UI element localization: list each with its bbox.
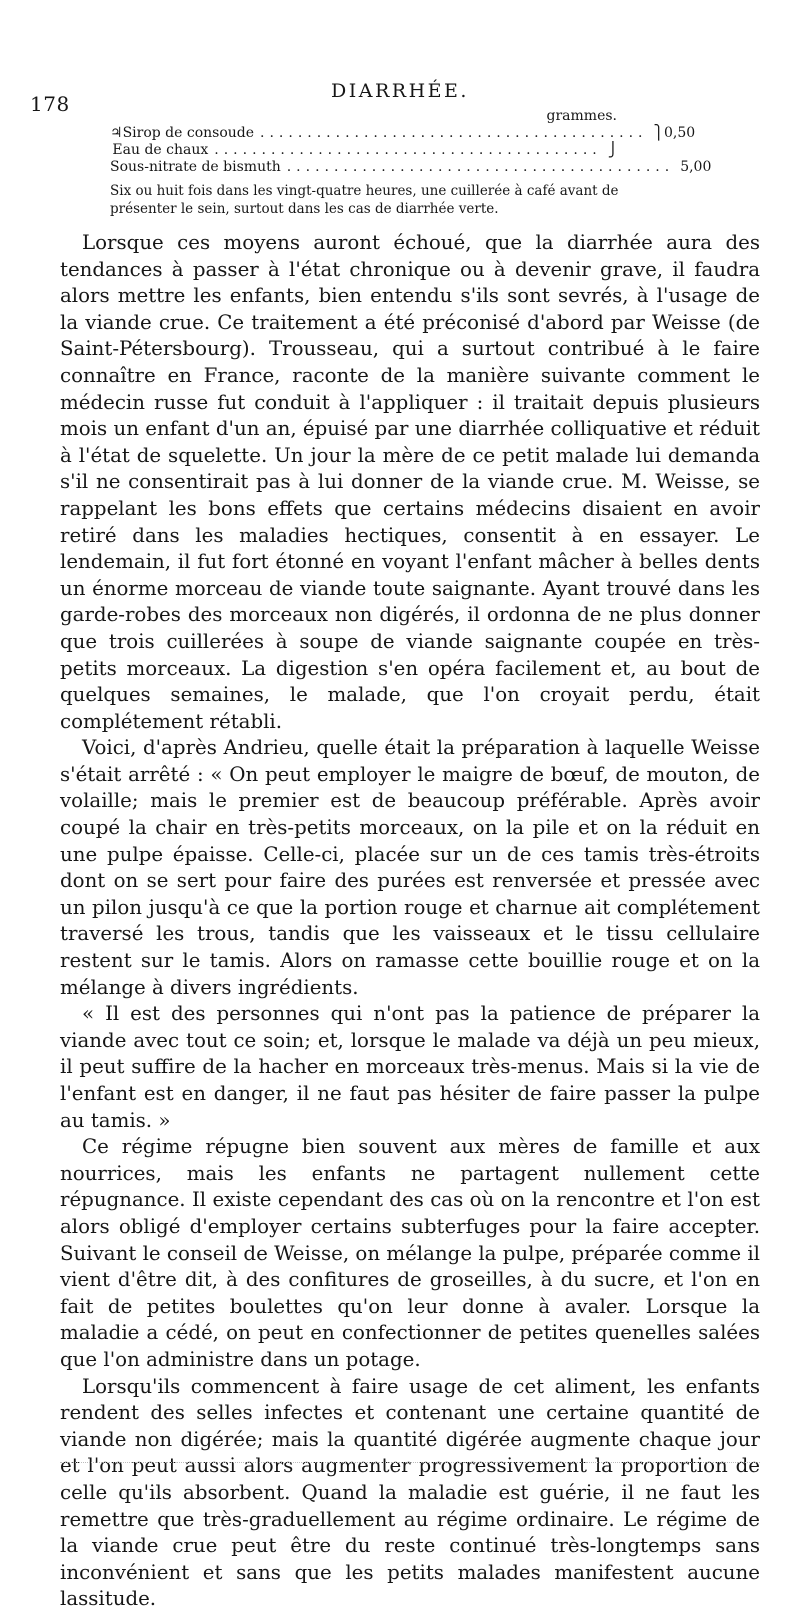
formula-row bbox=[110, 159, 712, 176]
running-title: DIARRHÉE. bbox=[331, 80, 469, 102]
prescription-formula bbox=[110, 108, 712, 218]
ingredient-quantity: 0,50 bbox=[664, 125, 696, 141]
ingredient-name: Eau de chaux bbox=[112, 142, 209, 158]
paragraph: « Il est des personnes qui n'ont pas la patience de préparer la viande avec tout ce soin; et, lorsque le malade va déjà un peu mieux, il peut suffire de la hacher en morceaux très-menus. Mais si la vie de l'enfant est en danger, il ne faut pas hésiter de faire passer la pulpe au tamis. » bbox=[60, 1002, 760, 1132]
paragraph: Voici, d'après Andrieu, quelle était la préparation à laquelle Weisse s'était arrêté : « On peut employer le maigre de bœuf, de mouton, de volaille; mais le premier est de beaucoup préférable. Après avoir coupé la chair en très-petits morceaux, on la pile et on la réduit en une pulpe épaisse. Celle-ci, placée sur un de ces tamis très-étroits dont on se sert pour faire des purées est renversée et pressée avec un pilon jusqu'à ce que la portion rouge et charnue ait complétement traversé les trous, tandis que les vaisseaux et le tissu cellulaire restent sur le tamis. Alors on ramasse cette bouillie rouge et on la mélange à divers ingrédients. bbox=[60, 736, 760, 999]
footer-rule bbox=[60, 1462, 760, 1463]
leader-dots: ......................................... bbox=[214, 142, 602, 158]
formula-row bbox=[110, 125, 696, 142]
paragraph: Lorsqu'ils commencent à faire usage de cet aliment, les enfants rendent des selles infectes et contenant une certaine quantité de viande non digérée; mais la quantité digérée augmente chaque jour et l'on peut aussi alors augmenter progressivement la proportion de celle qu'ils absorbent. Quand la maladie est guérie, il ne faut les remettre que très-graduellement au régime ordinaire. Le régime de la viande crue peut être du reste continué très-longtemps sans inconvénient et sans que les petits malades manifestent aucune lassitude. bbox=[60, 1374, 760, 1611]
brace-mark: ⎭ bbox=[607, 142, 619, 158]
page-number: 178 bbox=[30, 92, 70, 116]
unit-label: grammes. bbox=[546, 108, 617, 124]
ingredient-name: Sous-nitrate de bismuth bbox=[110, 159, 281, 175]
recipe-symbol-icon: ♃ bbox=[110, 125, 123, 141]
formula-row bbox=[110, 142, 625, 159]
leader-dots: ......................................... bbox=[260, 125, 648, 141]
paragraph: Ce régime répugne bien souvent aux mères de famille et aux nourrices, mais les enfants ne partagent nullement cette répugnance. Il existe cependant des cas où on la rencontre et l'on est alors obligé d'employer certains subterfuges pour la faire accepter. Suivant le conseil de Weisse, on mélange la pulpe, préparée comme il vient d'être dit, à des confitures de groseilles, à du sucre, et l'on en fait de petites boulettes qu'on leur donne à avaler. Lorsque la maladie a cédé, on peut en confectionner de petites quenelles salées que l'on administre dans un potage. bbox=[60, 1135, 760, 1371]
paragraph: Lorsque ces moyens auront échoué, que la diarrhée aura des tendances à passer à l'état chronique ou à devenir grave, il faudra alors mettre les enfants, bien entendu s'ils sont sevrés, à l'usage de la viande crue. Ce traitement a été préconisé d'abord par Weisse (de Saint-Pétersbourg). Trousseau, qui a surtout contribué à le faire connaître en France, raconte de la manière suivante comment le médecin russe fut conduit à l'appliquer : il traitait depuis plusieurs mois un enfant d'un an, épuisé par une diarrhée colliquative et réduit à l'état de squelette. Un jour la mère de ce petit malade lui demanda s'il ne consentirait pas à lui donner de la viande crue. M. Weisse, se rappelant les bons effets que certains médecins disaient en avoir retiré dans les maladies hectiques, consentit à en essayer. Le lendemain, il fut fort étonné en voyant l'enfant mâcher à belles dents un énorme morceau de viande toute saignante. Ayant trouvé dans les garde-robes des morceaux non digérés, il ordonna de ne plus donner que trois cuillerées à soupe de viande saignante coupée en très-petits morceaux. La digestion s'en opéra facilement et, au bout de quelques semaines, le malade, que l'on croyait perdu, était complétement rétabli. bbox=[60, 231, 760, 733]
ingredient-name: Sirop de consoude bbox=[122, 125, 255, 141]
brace-mark: ⎫ bbox=[653, 125, 664, 141]
dosage-note: Six ou huit fois dans les vingt-quatre heures, une cuillerée à café avant de présenter le sein, surtout dans les cas de diarrhée verte. bbox=[110, 183, 619, 217]
leader-dots: ......................................... bbox=[286, 159, 675, 175]
body-text bbox=[60, 230, 760, 1613]
ingredient-quantity: 5,00 bbox=[680, 159, 712, 175]
